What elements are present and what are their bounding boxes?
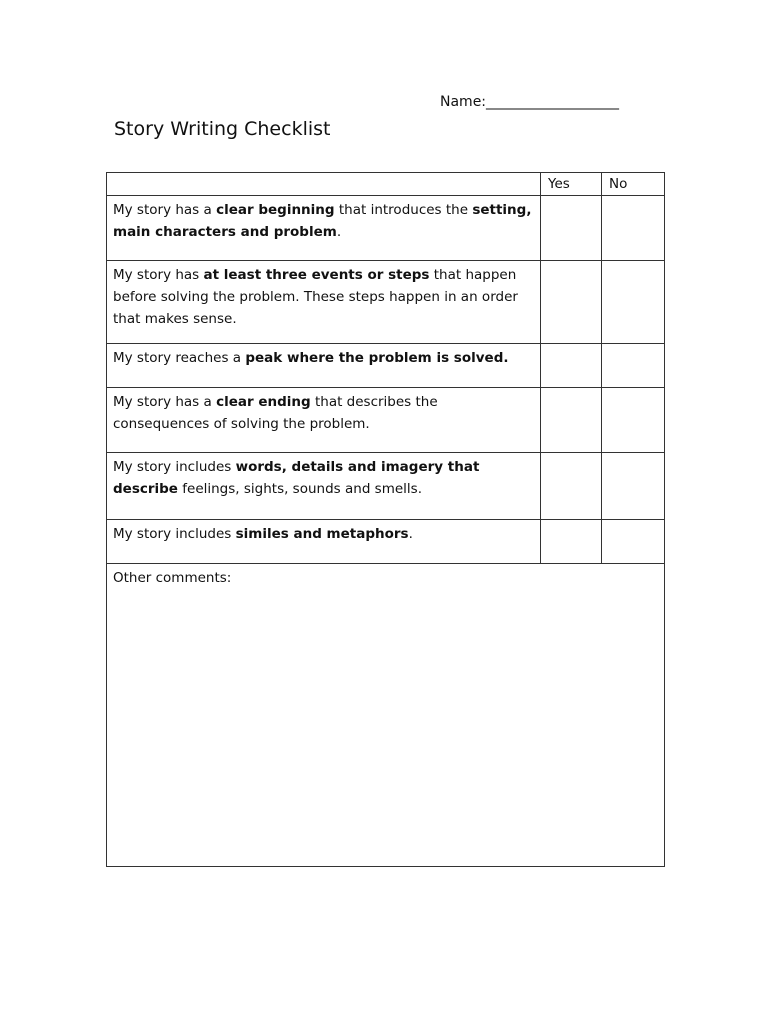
table-row [107,196,665,261]
checklist-item-text [107,520,540,545]
no-check-cell[interactable] [602,520,665,564]
checklist-item-text [107,388,540,435]
item-text-run: My story has [113,267,204,283]
item-text-run: . [408,526,413,542]
table-row [107,344,665,388]
emphasis-text: at least three events or steps [203,267,430,283]
yes-check-cell[interactable] [541,196,602,261]
emphasis-text: clear beginning [216,202,335,218]
checklist-item [107,388,541,453]
comments-label: Other comments: [113,570,232,586]
no-check-cell[interactable] [602,344,665,388]
yes-check-cell[interactable] [541,520,602,564]
table-row [107,453,665,520]
comments-row [107,564,665,867]
item-text-run: My story includes [113,526,236,542]
name-field[interactable] [440,94,619,110]
emphasis-text: setting, main characters and problem [113,202,532,240]
checklist-item-text [107,261,540,330]
checklist-item [107,196,541,261]
item-text-run: feelings, sights, sounds and smells. [177,481,422,497]
emphasis-text: clear ending [216,394,311,410]
checklist-item-text [107,196,540,243]
no-check-cell[interactable] [602,453,665,520]
item-text-run: My story includes [113,459,236,475]
comments-box[interactable] [107,564,665,867]
item-text-run: . [336,224,342,240]
checklist-item [107,453,541,520]
item-text-run: My story reaches a [113,350,246,366]
no-check-cell[interactable] [602,196,665,261]
name-label: Name: [440,94,487,110]
yes-check-cell[interactable] [541,453,602,520]
checklist-item [107,520,541,564]
emphasis-text: similes and metaphors [235,526,409,542]
checklist-item-text [107,453,540,500]
yes-check-cell[interactable] [541,261,602,344]
name-blank-line[interactable]: ___________________ [486,94,620,110]
item-text-run: My story has a [113,394,217,410]
emphasis-text: words, details and imagery that describe [113,459,480,497]
item-text-run: that introduces the [334,202,473,218]
column-header-no: No [602,173,665,196]
column-header-yes: Yes [541,173,602,196]
table-row [107,520,665,564]
page-title: Story Writing Checklist [114,118,331,140]
table-row [107,388,665,453]
yes-check-cell[interactable] [541,388,602,453]
item-text-run: that describes the consequences of solving the problem. [113,394,438,432]
table-row [107,261,665,344]
table-header-row [107,173,665,196]
no-check-cell[interactable] [602,388,665,453]
item-text-run: My story has a [113,202,217,218]
yes-check-cell[interactable] [541,344,602,388]
checklist-item [107,261,541,344]
column-header-item [107,173,541,196]
checklist-item-text [107,344,540,369]
checklist-table [106,172,665,867]
emphasis-text: peak where the problem is solved. [245,350,509,366]
no-check-cell[interactable] [602,261,665,344]
item-text-run: that happen before solving the problem. These steps happen in an order that makes sense. [113,267,518,327]
checklist-item [107,344,541,388]
